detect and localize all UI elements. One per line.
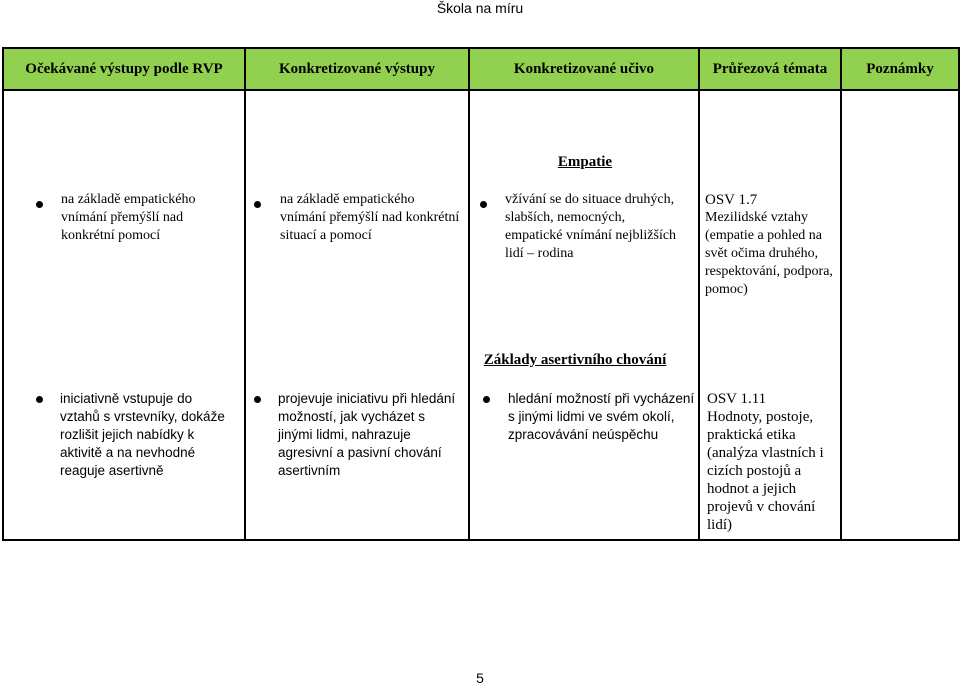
cell-text: na základě empatického vnímání přemýšlí nad konkrétní situací a pomocí bbox=[280, 192, 460, 243]
bullet-icon bbox=[254, 201, 261, 208]
column-header-poznamky: Poznámky bbox=[841, 48, 959, 90]
column-header-temata: Průřezová témata bbox=[699, 48, 841, 90]
bullet-icon bbox=[36, 201, 43, 208]
section-title: Empatie bbox=[557, 154, 613, 170]
page-header-title: Škola na míru bbox=[436, 0, 524, 16]
section-asertivita-title: Základy asertivního chování bbox=[483, 352, 667, 368]
rvp-text-asertivita: iniciativně vstupuje do vztahů s vrstevníky, dokáže rozlišit jejich nabídky k aktivitě a na nevhodné reaguje asertivně bbox=[60, 391, 225, 478]
tema-code-asertivita: OSV 1.11 bbox=[707, 391, 767, 407]
tema-code: OSV 1.7 bbox=[705, 192, 758, 208]
cell-text: vžívání se do situace druhých, slabších, nemocných, empatické vnímání nejbližších lidí – rodina bbox=[505, 192, 677, 261]
tema-text: Mezilidské vztahy (empatie a pohled na svět očima druhého, respektování, podpora, pomoc) bbox=[705, 210, 833, 297]
table-header-row bbox=[3, 48, 959, 90]
tema-text-asertivita: Hodnoty, postoje, praktická etika (analýza vlastních i cizích postojů a hodnot a jejich projevů v chování lidí) bbox=[707, 409, 824, 533]
page-number: 5 bbox=[476, 670, 484, 686]
bullet-icon bbox=[36, 396, 43, 403]
column-header-ucivo: Konkretizované učivo bbox=[469, 48, 699, 90]
ucivo-text-asertivita: hledání možností při vycházení s jinými lidmi ve svém okolí, zpracovávání neúspěchu bbox=[508, 391, 695, 442]
cell-ucivo bbox=[469, 90, 699, 540]
vystupy-text-asertivita: projevuje iniciativu při hledání možností, jak vycházet s jinými lidmi, nahrazuje agresivní a pasivní chování asertivním bbox=[278, 391, 456, 478]
column-header-vystupy: Konkretizované výstupy bbox=[245, 48, 469, 90]
bullet-icon bbox=[254, 396, 261, 403]
bullet-icon bbox=[480, 201, 487, 208]
bullet-icon bbox=[483, 396, 490, 403]
cell-poznamky bbox=[841, 90, 959, 540]
column-header-rvp: Očekávané výstupy podle RVP bbox=[3, 48, 245, 90]
cell-text: na základě empatického vnímání přemýšlí nad konkrétní pomocí bbox=[61, 192, 196, 243]
